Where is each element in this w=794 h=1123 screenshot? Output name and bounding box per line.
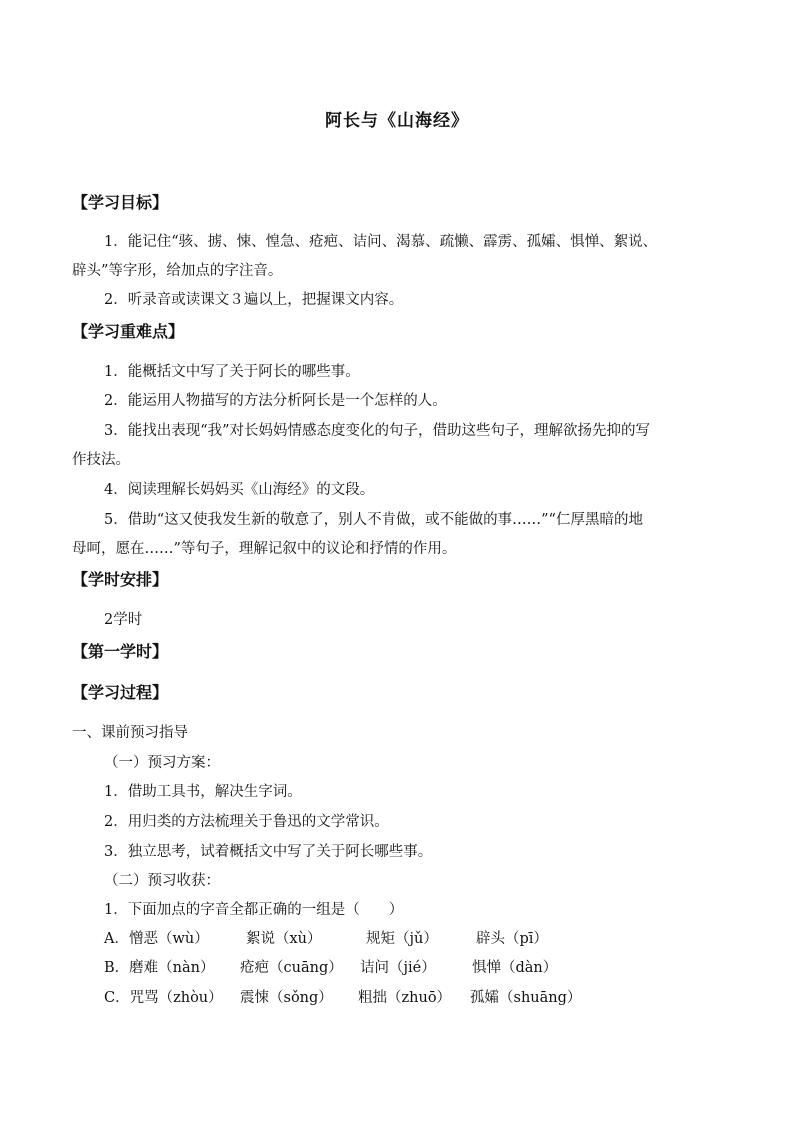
goal-1-line-1: 1．能记住“骇、掳、悚、惶急、疮疤、诘问、渴慕、疏懒、霹雳、孤孀、惧惮、絮说、 (104, 234, 658, 250)
option-a-2: 絮说（xù） (246, 931, 322, 947)
preview-plan-3: 3．独立思考，试着概括文中写了关于阿长哪些事。 (104, 844, 433, 860)
option-c-4: 孤孀（shuāng） (470, 990, 582, 1006)
preview-plan-1: 1．借助工具书，解决生字词。 (104, 784, 302, 800)
preview-plan-2: 2．用归类的方法梳理关于鲁迅的文学常识。 (104, 814, 389, 830)
option-b-4: 惧惮（dàn） (472, 960, 558, 976)
heading-first-period: 【第一学时】 (72, 642, 169, 661)
option-a-1: A．憎恶（wù） (104, 931, 209, 947)
document-title: 阿长与《山海经》 (325, 111, 469, 131)
option-c-1: C．咒骂（zhòu） (104, 990, 223, 1006)
option-c-2: 震悚（sǒng） (240, 990, 333, 1006)
schedule-value: 2学时 (104, 612, 143, 628)
goal-2: 2．听录音或读课文３遍以上，把握课文内容。 (104, 292, 404, 308)
heading-learning-process: 【学习过程】 (72, 683, 169, 702)
option-a-3: 规矩（jǔ） (366, 931, 438, 947)
option-b-2: 疮疤（cuāng） (240, 960, 343, 976)
option-a-4: 辟头（pī） (476, 931, 548, 947)
key-point-5-line-2: 母呵，愿在……”等句子，理解记叙中的议论和抒情的作用。 (72, 541, 457, 557)
key-point-5-line-1: 5．借助“这又使我发生新的敬意了，别人不肯做，或不能做的事……”“仁厚黑暗的地 (104, 512, 643, 528)
key-point-1: 1．能概括文中写了关于阿长的哪些事。 (104, 364, 360, 380)
key-point-3-line-1: 3．能找出表现“我”对长妈妈情感态度变化的句子，借助这些句子，理解欲扬先抑的写 (104, 423, 651, 439)
goal-1-line-2: 辟头”等字形，给加点的字注音。 (72, 263, 283, 279)
heading-schedule: 【学时安排】 (72, 570, 169, 589)
key-point-4: 4．阅读理解长妈妈买《山海经》的文段。 (104, 482, 375, 498)
heading-key-points: 【学习重难点】 (72, 322, 185, 341)
option-c-3: 粗拙（zhuō） (358, 990, 452, 1006)
option-b-3: 诘问（jié） (360, 960, 436, 976)
key-point-3-line-2: 作技法。 (72, 452, 130, 468)
key-point-2: 2．能运用人物描写的方法分析阿长是一个怎样的人。 (104, 393, 447, 409)
option-b-1: B．磨难（nàn） (104, 960, 215, 976)
process-part-1: 一、课前预习指导 (72, 725, 188, 741)
preview-plan-title: （一）预习方案： (104, 755, 220, 771)
heading-learning-goals: 【学习目标】 (72, 193, 169, 212)
preview-gain-title: （二）预习收获： (104, 873, 220, 889)
question-1: 1．下面加点的字音全都正确的一组是（ ） (104, 902, 404, 918)
